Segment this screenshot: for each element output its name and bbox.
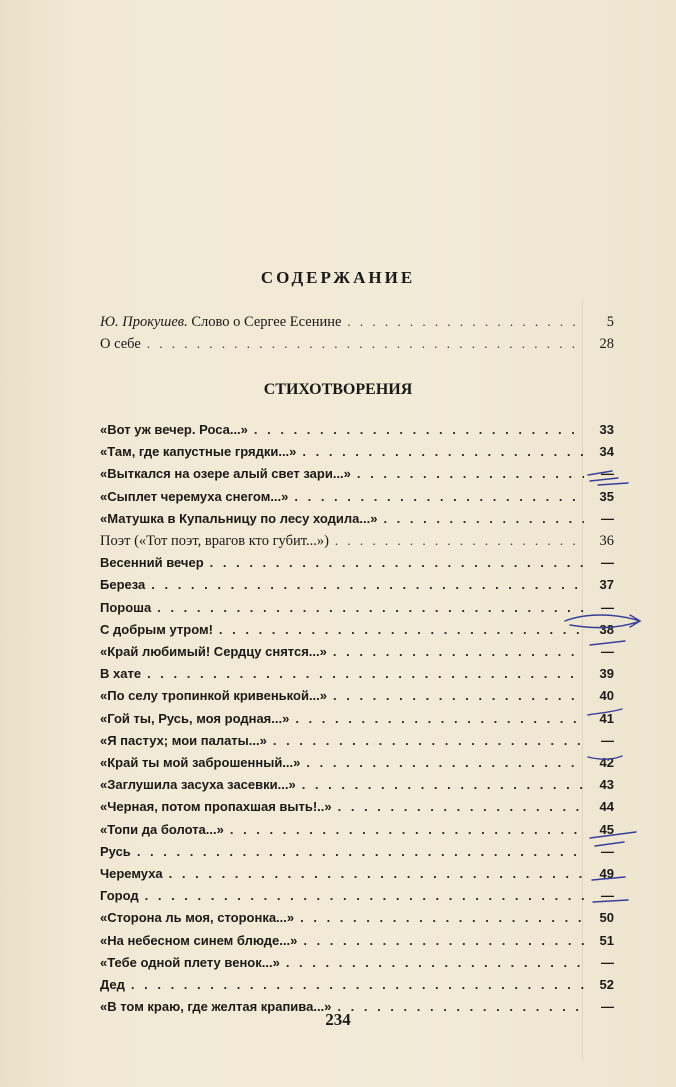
leader-dots [341, 314, 584, 330]
toc-entry [100, 336, 614, 358]
poem-page: — [601, 888, 614, 904]
poem-page: 41 [599, 710, 614, 726]
poem-page: — [601, 599, 614, 615]
poem-entry [100, 799, 614, 821]
leader-dots [294, 910, 584, 925]
poem-title: Русь [100, 843, 131, 859]
poem-title: «Край любимый! Сердцу снятся...» [100, 644, 327, 659]
poem-title: «Там, где капустные грядки...» [100, 444, 297, 460]
leader-dots [332, 799, 584, 814]
leader-dots [213, 622, 584, 637]
toc-entry-page: 28 [599, 336, 614, 352]
poem-entry [100, 910, 614, 932]
poem-page: 39 [599, 666, 614, 682]
poem-entry [100, 888, 614, 910]
poem-entry [100, 666, 614, 688]
leader-dots [297, 933, 584, 948]
poem-page: 44 [599, 799, 614, 815]
poem-page: — [601, 644, 614, 659]
contents-heading: СОДЕРЖАНИЕ [260, 268, 416, 287]
poem-entry [100, 733, 614, 755]
poem-title: Черемуха [100, 866, 163, 881]
poem-title: В хате [100, 666, 142, 682]
leader-dots [329, 533, 584, 549]
leader-dots [125, 977, 584, 992]
leader-dots [377, 511, 584, 526]
poem-entry [100, 533, 614, 555]
poem-title: «Топи да болота...» [100, 821, 224, 837]
poem-page: 49 [599, 866, 614, 881]
poem-title: «Заглушила засуха засевки...» [100, 777, 296, 793]
poem-title: Город [100, 888, 139, 904]
poem-page: — [601, 555, 614, 571]
leader-dots [296, 444, 584, 459]
toc-entry-title: Ю. Прокушев. Слово о Сергее Есенине [100, 314, 342, 330]
poem-title: «Гой ты, Русь, моя родная...» [100, 710, 290, 726]
poem-entry [100, 844, 614, 866]
poem-page: 50 [599, 910, 614, 926]
poem-page: 43 [599, 777, 614, 793]
poem-title: «Черная, потом пропахшая выть!..» [100, 799, 332, 815]
leader-dots [139, 888, 584, 903]
poems-section-heading: СТИХОТВОРЕНИЯ [263, 381, 413, 398]
poem-entry [100, 511, 614, 533]
leader-dots [248, 422, 584, 437]
poem-title: «Край ты мой заброшенный...» [100, 755, 301, 770]
poem-page: 51 [599, 932, 614, 948]
poem-title: «Я пастух; мои палаты...» [100, 732, 267, 748]
leader-dots [141, 666, 584, 681]
leader-dots [288, 489, 584, 504]
poem-page: 33 [599, 422, 614, 437]
leader-dots [300, 755, 584, 770]
leader-dots [289, 711, 584, 726]
poem-entry [100, 933, 614, 955]
poem-title: «Матушка в Купальницу по лесу ходила...» [100, 510, 378, 526]
poem-page: — [601, 510, 614, 526]
leader-dots [351, 466, 584, 481]
poem-page: 37 [599, 577, 614, 593]
leader-dots [151, 600, 584, 615]
poem-entry [100, 555, 614, 577]
leader-dots [267, 733, 584, 748]
poem-entry [100, 600, 614, 622]
poem-page: — [601, 954, 614, 970]
poem-title: Пороша [100, 599, 152, 615]
poem-title: «По селу тропинкой кривенькой...» [100, 688, 328, 704]
toc-entry [100, 314, 614, 336]
poem-entry [100, 866, 614, 888]
poem-title: Весенний вечер [100, 555, 204, 571]
poem-title: «На небесном синем блюде...» [100, 932, 298, 948]
poem-page: 36 [599, 533, 614, 549]
poem-entry [100, 822, 614, 844]
page-number: 234 [325, 1010, 351, 1029]
poem-page: 35 [599, 488, 614, 504]
poem-page: 40 [599, 688, 614, 704]
poem-entry [100, 755, 614, 777]
leader-dots [204, 555, 584, 570]
toc-entry-page: 5 [606, 314, 614, 330]
poem-entry [100, 955, 614, 977]
leader-dots [296, 777, 584, 792]
poem-title: «В том краю, где желтая крапива...» [100, 999, 332, 1015]
poem-entry [100, 466, 614, 488]
poem-title: «Выткался на озере алый свет зари...» [100, 466, 351, 482]
poem-page: 52 [599, 977, 614, 992]
poem-entry [100, 977, 614, 999]
leader-dots [327, 688, 584, 703]
poem-page: — [601, 843, 614, 859]
leader-dots [145, 577, 584, 592]
poem-page: 45 [599, 821, 614, 837]
poem-entry [100, 577, 614, 599]
poem-entry [100, 644, 614, 666]
poem-entry [100, 422, 614, 444]
poem-title: Береза [100, 577, 146, 593]
leader-dots [224, 822, 584, 837]
leader-dots [280, 955, 584, 970]
toc-entry-title: О себе [100, 336, 141, 352]
leader-dots [131, 844, 584, 859]
poem-title: Поэт («Тот поэт, врагов кто губит...») [100, 533, 329, 549]
poem-title: Дед [100, 977, 125, 992]
leader-dots [141, 336, 584, 352]
poem-page: — [601, 466, 614, 482]
poem-entry [100, 777, 614, 799]
poem-entry [100, 444, 614, 466]
leader-dots [163, 866, 584, 881]
poem-title: «Сыплет черемуха снегом...» [100, 488, 289, 504]
poem-entry [100, 688, 614, 710]
poem-title: «Вот уж вечер. Роса...» [100, 422, 248, 437]
poem-page: 34 [599, 444, 614, 460]
poem-title: С добрым утром! [100, 621, 213, 637]
poem-entry [100, 489, 614, 511]
poem-title: «Тебе одной плету венок...» [100, 954, 280, 970]
poem-title: «Сторона ль моя, сторонка...» [100, 910, 295, 926]
leader-dots [327, 644, 584, 659]
poem-entry [100, 711, 614, 733]
poem-page: — [601, 732, 614, 748]
poem-entry [100, 622, 614, 644]
poem-page: 38 [599, 621, 614, 637]
poem-page: 42 [599, 755, 614, 770]
poem-page: — [601, 999, 614, 1015]
